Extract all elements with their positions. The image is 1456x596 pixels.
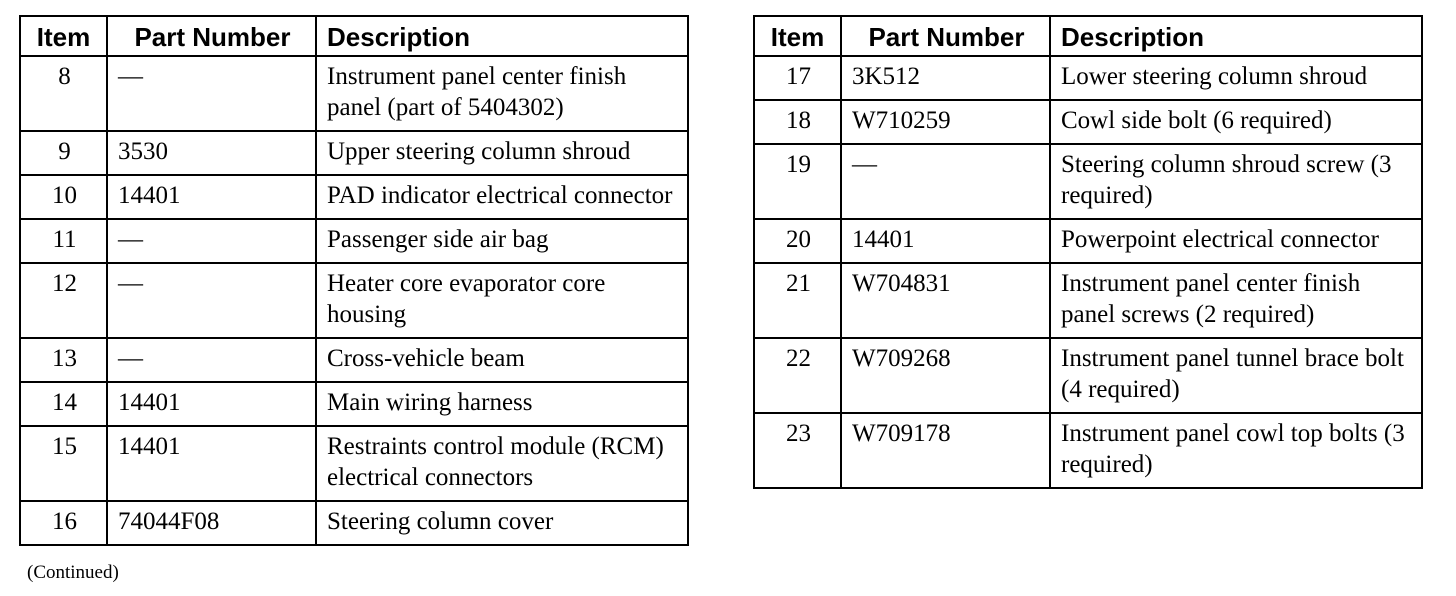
item-cell: 9 bbox=[20, 131, 107, 175]
item-cell: 13 bbox=[20, 338, 107, 382]
item-cell: 16 bbox=[20, 501, 107, 545]
description-cell: Instrument panel cowl top bolts (3 required) bbox=[1050, 413, 1422, 488]
part-number-cell: 14401 bbox=[107, 175, 316, 219]
header-row bbox=[20, 16, 688, 56]
part-number-cell: 14401 bbox=[107, 426, 316, 501]
description-cell: Cross-vehicle beam bbox=[316, 338, 688, 382]
part-number-cell: W709268 bbox=[841, 338, 1050, 413]
description-cell: Main wiring harness bbox=[316, 382, 688, 426]
part-number-cell: — bbox=[107, 263, 316, 338]
header-row bbox=[754, 16, 1422, 56]
part-number-cell: — bbox=[107, 338, 316, 382]
table-row bbox=[754, 144, 1422, 219]
part-number-cell: — bbox=[841, 144, 1050, 219]
table-row bbox=[754, 263, 1422, 338]
table-row bbox=[754, 100, 1422, 144]
table-row bbox=[20, 56, 688, 131]
table-row bbox=[754, 56, 1422, 100]
part-number-cell: — bbox=[107, 56, 316, 131]
continued-note: (Continued) bbox=[27, 562, 119, 583]
item-cell: 11 bbox=[20, 219, 107, 263]
item-cell: 8 bbox=[20, 56, 107, 131]
table-row bbox=[754, 413, 1422, 488]
table-row bbox=[20, 263, 688, 338]
table-row bbox=[754, 219, 1422, 263]
item-cell: 17 bbox=[754, 56, 841, 100]
header-item: Item bbox=[20, 16, 107, 56]
table-row bbox=[20, 382, 688, 426]
header-description: Description bbox=[1050, 16, 1422, 56]
header-item: Item bbox=[754, 16, 841, 56]
header-part-number: Part Number bbox=[107, 16, 316, 56]
table-row bbox=[20, 338, 688, 382]
description-cell: Passenger side air bag bbox=[316, 219, 688, 263]
description-cell: PAD indicator electrical connector bbox=[316, 175, 688, 219]
description-cell: Lower steering column shroud bbox=[1050, 56, 1422, 100]
description-cell: Upper steering column shroud bbox=[316, 131, 688, 175]
part-number-cell: 3K512 bbox=[841, 56, 1050, 100]
item-cell: 14 bbox=[20, 382, 107, 426]
item-cell: 19 bbox=[754, 144, 841, 219]
item-cell: 23 bbox=[754, 413, 841, 488]
description-cell: Instrument panel tunnel brace bolt (4 required) bbox=[1050, 338, 1422, 413]
parts-table-left bbox=[19, 15, 689, 546]
table-row bbox=[20, 175, 688, 219]
item-cell: 18 bbox=[754, 100, 841, 144]
part-number-cell: 74044F08 bbox=[107, 501, 316, 545]
header-description: Description bbox=[316, 16, 688, 56]
part-number-cell: 14401 bbox=[841, 219, 1050, 263]
item-cell: 15 bbox=[20, 426, 107, 501]
part-number-cell: W704831 bbox=[841, 263, 1050, 338]
description-cell: Instrument panel center finish panel (part of 5404302) bbox=[316, 56, 688, 131]
table-row bbox=[20, 219, 688, 263]
table-row bbox=[754, 338, 1422, 413]
part-number-cell: W709178 bbox=[841, 413, 1050, 488]
item-cell: 22 bbox=[754, 338, 841, 413]
description-cell: Powerpoint electrical connector bbox=[1050, 219, 1422, 263]
part-number-cell: W710259 bbox=[841, 100, 1050, 144]
header-part-number: Part Number bbox=[841, 16, 1050, 56]
table-row bbox=[20, 426, 688, 501]
part-number-cell: — bbox=[107, 219, 316, 263]
description-cell: Restraints control module (RCM) electrical connectors bbox=[316, 426, 688, 501]
parts-table-right bbox=[753, 15, 1423, 489]
description-cell: Cowl side bolt (6 required) bbox=[1050, 100, 1422, 144]
item-cell: 20 bbox=[754, 219, 841, 263]
item-cell: 21 bbox=[754, 263, 841, 338]
part-number-cell: 14401 bbox=[107, 382, 316, 426]
description-cell: Steering column shroud screw (3 required) bbox=[1050, 144, 1422, 219]
description-cell: Steering column cover bbox=[316, 501, 688, 545]
table-row bbox=[20, 131, 688, 175]
description-cell: Heater core evaporator core housing bbox=[316, 263, 688, 338]
table-row bbox=[20, 501, 688, 545]
item-cell: 10 bbox=[20, 175, 107, 219]
description-cell: Instrument panel center finish panel screws (2 required) bbox=[1050, 263, 1422, 338]
item-cell: 12 bbox=[20, 263, 107, 338]
part-number-cell: 3530 bbox=[107, 131, 316, 175]
